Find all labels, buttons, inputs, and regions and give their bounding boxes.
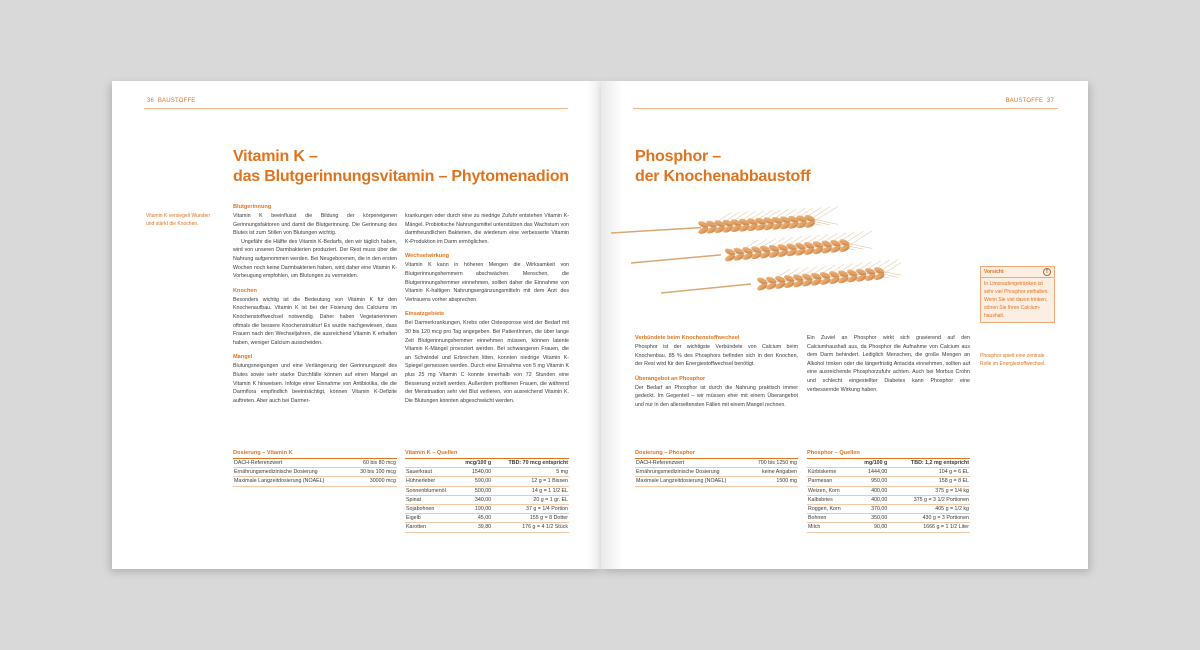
table-row	[405, 523, 569, 532]
table-cell: 45,00	[457, 514, 492, 523]
table-cell: Bohnen	[807, 514, 854, 523]
table-row	[233, 468, 397, 477]
table-cell: 375 g = 3 1/2 Portionen	[888, 495, 970, 504]
dosage-caption: Dosierung – Vitamin K	[233, 449, 397, 459]
section-heading: Überangebot an Phosphor	[635, 375, 706, 382]
exclamation-icon: !	[1043, 268, 1051, 276]
table-row	[405, 514, 569, 523]
paragraph: krankungen oder durch eine zu niedrige Zufuhr entstehen Vitamin K-Mängel. Probiotische Nahrungsmittel unterstützen das Wachstum von darmfreundlichen Bakterien, die wiederum eine verbesserte Vitamin K-Produktion im Darm ermöglichen.	[405, 213, 569, 245]
header-rule	[144, 108, 568, 109]
table-row	[405, 468, 569, 477]
dosage-table	[635, 459, 798, 487]
paragraph: Der Bedarf an Phosphor ist durch die Nahrung praktisch immer gedeckt. Im Gegenteil – wir müssen eher mit einem Überangebot und nur in den allerseltensten Fällen mit einem Mangel rechnen.	[635, 384, 798, 408]
table-cell: 950,00	[854, 477, 888, 486]
paragraph: Besonders wichtig ist die Bedeutung von Vitamin K für den Knochenaufbau. Vitamin K ist bei der Fixierung des Calciums im Knochenstoffwechsel notwendig. Daher haben Vegetarierinnen oftmals die bessere Knochenstruktur! Es wurde nachgewiesen, dass Frauen nach den Wechseljahren, die ausreichend Vitamin K erhalten haben, weniger Calcium ausscheiden.	[233, 296, 397, 346]
paragraph: Phosphor ist der wichtigste Verbündete von Calcium beim Knochenbau. 85 % des Phosphors befinden sich in den Knochen, der Rest wird für den Energiestoffwechsel benötigt.	[635, 344, 798, 368]
table-cell: keine Angaben	[748, 468, 798, 477]
table-cell: Spinat	[405, 495, 457, 504]
table-cell: DACH-Referenzwert	[233, 459, 349, 468]
dosage-table-vitamin-k	[233, 449, 397, 487]
paragraph: Vitamin K kann in höheren Mengen die Wirksamkeit von Blutgerinnungshemmern abschwächen. Menschen, die Blutgerinnungshemmer einnehmen, sollten daher die Einnahme von Vitamin K-haltigen Nahrungsergänzungsmitteln mit dem Arzt des Vertrauens vorher absprechen.	[405, 262, 569, 303]
table-row	[807, 495, 970, 504]
table-cell: 700 bis 1250 mg	[748, 459, 798, 468]
sources-table	[807, 459, 970, 533]
table-cell: 30000 mcg	[349, 477, 397, 486]
column-header	[405, 459, 457, 468]
dosage-table	[233, 459, 397, 487]
table-cell: Sojabohnen	[405, 505, 457, 514]
page-number: 36	[147, 98, 155, 104]
table-cell: 1540,00	[457, 468, 492, 477]
column-header: mcg/100 g	[457, 459, 492, 468]
table-cell: 37 g = 1/4 Portion	[492, 505, 569, 514]
dosage-table-phosphor	[635, 449, 798, 487]
table-row	[405, 486, 569, 495]
section-heading: Einsatzgebiete	[405, 311, 445, 318]
table-cell: 405 g = 1/2 kg	[888, 505, 970, 514]
table-row	[233, 459, 397, 468]
text-column-2	[807, 334, 970, 394]
table-cell: 400,00	[854, 486, 888, 495]
section-label: BAUSTOFFE	[1005, 98, 1044, 104]
sources-caption: Vitamin K – Quellen	[405, 449, 569, 459]
right-page	[601, 81, 1088, 569]
sources-table-vitamin-k	[405, 449, 569, 533]
paragraph: Ein Zuviel an Phosphor wirkt sich gravierend auf den Calciumhaushalt aus, da Phosphor die Aufnahme von Calcium aus dem Darm behindert. Lediglich Menschen, die große Mengen an Alkohol trinken oder die längerfristig Antacida einnehmen, sollten auf eine ausreichende Phosphorzufuhr achten. Auch bei Morbus Crohn und schlecht eingestellter Diabetes kann Phosphor eine verbessernde Wirkung haben.	[807, 335, 970, 393]
table-cell: Roggen, Korn	[807, 505, 854, 514]
text-column-1	[635, 334, 798, 410]
section-heading: Mangel	[233, 354, 253, 361]
paragraph: Bei Darmerkrankungen, Krebs oder Osteoporose wird der Bedarf mit 30 bis 120 mcg pro Tag angegeben. Bei PatientInnen, die über lange Zeit Blutgerinnungshemmer einnehmen müssen, können latente Vitamin K-Mängel provoziert werden. Bei schwangeren Frauen, die an Schwindel und Erbrechen litten, konnten niedrige Vitamin K-Spiegel gemessen werden. Durch eine Einnahme von 5 mg Vitamin K plus 25 mg Vitamin C konnte innerhalb von 72 Stunden eine Besserung erzielt werden. Außerdem profitieren Frauen, die während der Menstruation sehr viel Blut verlieren, von ausreichend Vitamin K. Die Blutungen konnten abgeschwächt werden.	[405, 320, 569, 404]
warning-title: Vorsicht	[984, 269, 1004, 275]
table-row	[405, 495, 569, 504]
title-line-2: das Blutgerinnungsvitamin – Phytomenadion	[233, 168, 569, 185]
table-cell: 370,00	[854, 505, 888, 514]
dosage-caption: Dosierung – Phosphor	[635, 449, 798, 459]
section-heading: Wechselwirkung	[405, 253, 450, 260]
table-cell: 158 g = 8 EL	[888, 477, 970, 486]
table-row	[635, 468, 798, 477]
left-page	[112, 81, 601, 569]
article-title	[635, 147, 935, 187]
table-cell: 12 g = 1 Bissen	[492, 477, 569, 486]
table-row	[807, 468, 970, 477]
table-cell: 1666 g = 1 1/2 Liter	[888, 523, 970, 532]
header-rule	[633, 108, 1058, 109]
table-cell: Ernährungsmedizinische Dosierung	[233, 468, 349, 477]
table-cell: 90,00	[854, 523, 888, 532]
table-row	[233, 477, 397, 486]
text-column-1	[233, 203, 397, 405]
table-cell: 375 g = 1/4 kg	[888, 486, 970, 495]
table-row	[807, 505, 970, 514]
column-header: TBD: 1,2 mg entspricht	[888, 459, 970, 468]
table-cell: Parmesan	[807, 477, 854, 486]
paragraph: Ungefähr die Hälfte des Vitamin K-Bedarfs, den wir täglich haben, wird von unseren Darmbakterien produziert. Der Rest muss über die Nahrung aufgenommen werden. Bei Neugeborenen, die in den ersten Wochen noch keine Darmbakterien haben, wird daher eine Vitamin K-Vorbeugung empfohlen, um Blutungen zu vermeiden.	[233, 238, 397, 280]
table-row	[807, 477, 970, 486]
section-label: BAUSTOFFE	[157, 98, 196, 104]
table-cell: Karotten	[405, 523, 457, 532]
page-header-left	[147, 98, 196, 104]
margin-note: Phosphor spielt eine zentrale Rolle im Energiestoffwechsel.	[980, 353, 1046, 367]
table-cell: 176 g = 4 1/2 Stück	[492, 523, 569, 532]
table-cell: 1500 mg	[748, 477, 798, 486]
table-cell: 400,00	[854, 495, 888, 504]
paragraph: Vitamin K beeinflusst die Bildung der körpereigenen Gerinnungsfaktoren und damit die Blutgerinnung. Die Gerinnung des Blutes ist zum Stillen von Blutungen wichtig.	[233, 213, 397, 237]
warning-box	[980, 266, 1055, 323]
table-row	[405, 505, 569, 514]
table-row	[635, 459, 798, 468]
table-cell: Maximale Langzeitdosierung (NOAEL)	[233, 477, 349, 486]
table-cell: 350,00	[854, 514, 888, 523]
sources-table	[405, 459, 569, 533]
table-header-row	[807, 459, 970, 468]
table-cell: DACH-Referenzwert	[635, 459, 748, 468]
title-line-1: Vitamin K –	[233, 148, 318, 165]
text-column-2	[405, 212, 569, 405]
title-line-2: der Knochenabbaustoff	[635, 168, 811, 185]
table-cell: Milch	[807, 523, 854, 532]
table-cell: Kalbsbries	[807, 495, 854, 504]
warning-text: In Limonadengetränken ist sehr viel Phosphor enthalten. Wenn Sie viel davon trinken, stören Sie Ihren Calcium-haushalt.	[984, 281, 1049, 319]
table-cell: 104 g = 6 EL	[888, 468, 970, 477]
table-header-row	[405, 459, 569, 468]
table-cell: Hühnerleber	[405, 477, 457, 486]
table-row	[807, 514, 970, 523]
column-header: mg/100 g	[854, 459, 888, 468]
table-cell: 5 mg	[492, 468, 569, 477]
table-cell: 500,00	[457, 486, 492, 495]
article-title	[233, 147, 593, 187]
table-cell: Maximale Langzeitdosierung (NOAEL)	[635, 477, 748, 486]
table-cell: Ernährungsmedizinische Dosierung	[635, 468, 748, 477]
table-cell: Eigelb	[405, 514, 457, 523]
table-cell: 590,00	[457, 477, 492, 486]
table-cell: 39,80	[457, 523, 492, 532]
table-row	[635, 477, 798, 486]
column-header: TBD: 70 mcg entspricht	[492, 459, 569, 468]
sources-table-phosphor	[807, 449, 970, 533]
table-row	[807, 486, 970, 495]
sources-caption: Phosphor – Quellen	[807, 449, 970, 459]
table-cell: 190,00	[457, 505, 492, 514]
table-cell: Sonnenblumenöl	[405, 486, 457, 495]
section-heading: Blutgerinnung	[233, 204, 272, 210]
section-heading: Knochen	[233, 287, 257, 294]
table-cell: Sauerkraut	[405, 468, 457, 477]
table-cell: 155 g = 8 Dotter	[492, 514, 569, 523]
table-cell: Weizen, Korn	[807, 486, 854, 495]
section-heading: Verbündete beim Knochenstoffwechsel	[635, 335, 740, 341]
table-cell: Kürbiskerne	[807, 468, 854, 477]
table-cell: 430 g = 3 Portionen	[888, 514, 970, 523]
table-cell: 340,00	[457, 495, 492, 504]
title-line-1: Phosphor –	[635, 148, 722, 165]
table-cell: 14 g = 1 1/2 EL	[492, 486, 569, 495]
table-row	[807, 523, 970, 532]
margin-note: Vitamin K versiegelt Wunden und stärkt die Knochen.	[146, 213, 211, 227]
column-header	[807, 459, 854, 468]
page-number: 37	[1046, 98, 1054, 104]
table-cell: 60 bis 80 mcg	[349, 459, 397, 468]
table-cell: 20 g = 1 gr. EL	[492, 495, 569, 504]
table-cell: 30 bis 100 mcg	[349, 468, 397, 477]
table-row	[405, 477, 569, 486]
wheat-ears-image	[601, 193, 901, 303]
table-cell: 1444,00	[854, 468, 888, 477]
page-header-right	[1005, 98, 1054, 104]
paragraph: Blutungsneigungen und eine Verlängerung der Gerinnungszeit des Blutes sowie sehr starke Durchfälle können auf einen Mangel an Vitamin K hinweisen. Infolge einer Einnahme von Antibiotika, die die Darmflora empfindlich beeinträchtigt, können Vitamin K-Defizite auftreten. Aber auch bei Darmer-	[233, 363, 397, 404]
